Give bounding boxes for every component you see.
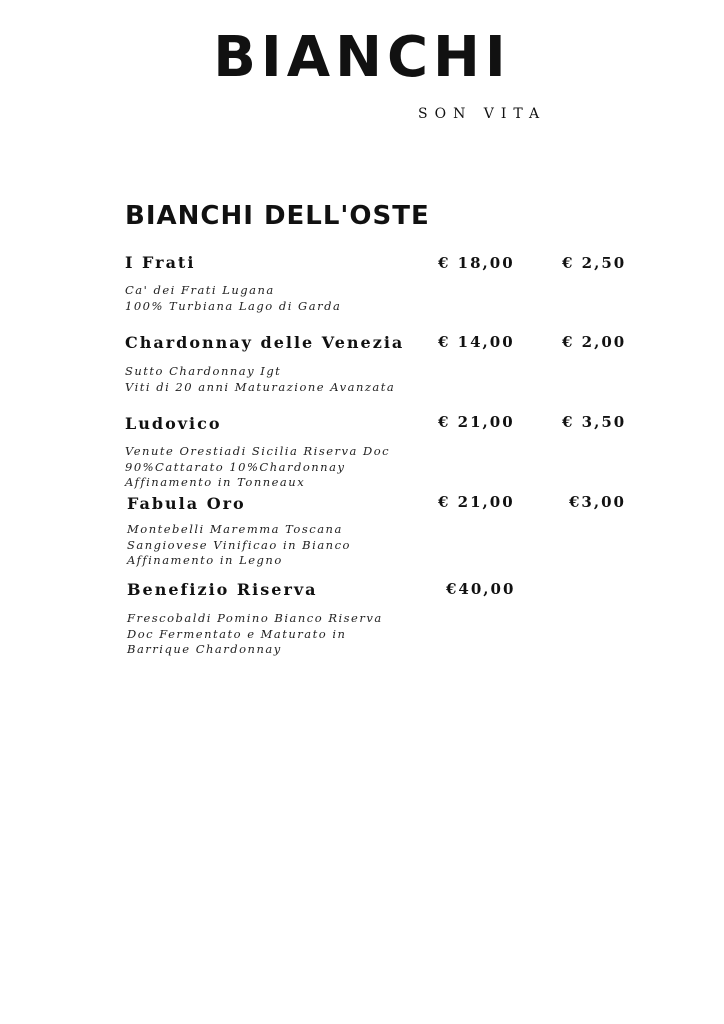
brand-subtitle: SON VITA (418, 106, 547, 122)
wine-description (125, 283, 341, 314)
price-bottle: € 14,00 (438, 333, 515, 351)
wine-description (125, 444, 390, 491)
section-title: BIANCHI DELL'OSTE (125, 201, 430, 231)
description-line: Sutto Chardonnay Igt (125, 364, 282, 378)
price-bottle: € 18,00 (438, 254, 515, 272)
description-line: Montebelli Maremma Toscana (127, 522, 343, 536)
price-bottle: €40,00 (446, 580, 516, 598)
price-glass: € 2,50 (562, 254, 627, 272)
wine-description (127, 611, 383, 658)
price-bottle: € 21,00 (438, 413, 515, 431)
wine-description (125, 364, 395, 395)
description-line: Viti di 20 anni Maturazione Avanzata (125, 379, 396, 394)
price-bottle: € 21,00 (438, 493, 515, 511)
price-glass: €3,00 (569, 493, 626, 511)
description-line: 90%Cattarato 10%Chardonnay (125, 459, 346, 474)
description-line: Venute Orestiadi Sicilia Riserva Doc (125, 444, 391, 458)
wine-name: Ludovico (125, 414, 222, 433)
description-line: Doc Fermentato e Maturato in (127, 626, 347, 641)
description-line: Affinamento in Tonneaux (125, 475, 306, 489)
wine-description (127, 522, 351, 569)
wine-name: Chardonnay delle Venezia (125, 333, 405, 352)
description-line: Barrique Chardonnay (127, 642, 282, 656)
description-line: Sangiovese Vinificao in Bianco (127, 537, 351, 552)
wine-name: I Frati (125, 253, 196, 272)
description-line: Affinamento in Legno (127, 553, 283, 567)
brand-title: BIANCHI (213, 25, 511, 90)
description-line: Ca' dei Frati Lugana (125, 283, 275, 297)
wine-name: Fabula Oro (127, 494, 246, 513)
price-glass: € 3,50 (562, 413, 627, 431)
description-line: Frescobaldi Pomino Bianco Riserva (127, 611, 383, 625)
description-line: 100% Turbiana Lago di Garda (125, 298, 342, 313)
wine-name: Benefizio Riserva (127, 580, 318, 599)
price-glass: € 2,00 (562, 333, 627, 351)
